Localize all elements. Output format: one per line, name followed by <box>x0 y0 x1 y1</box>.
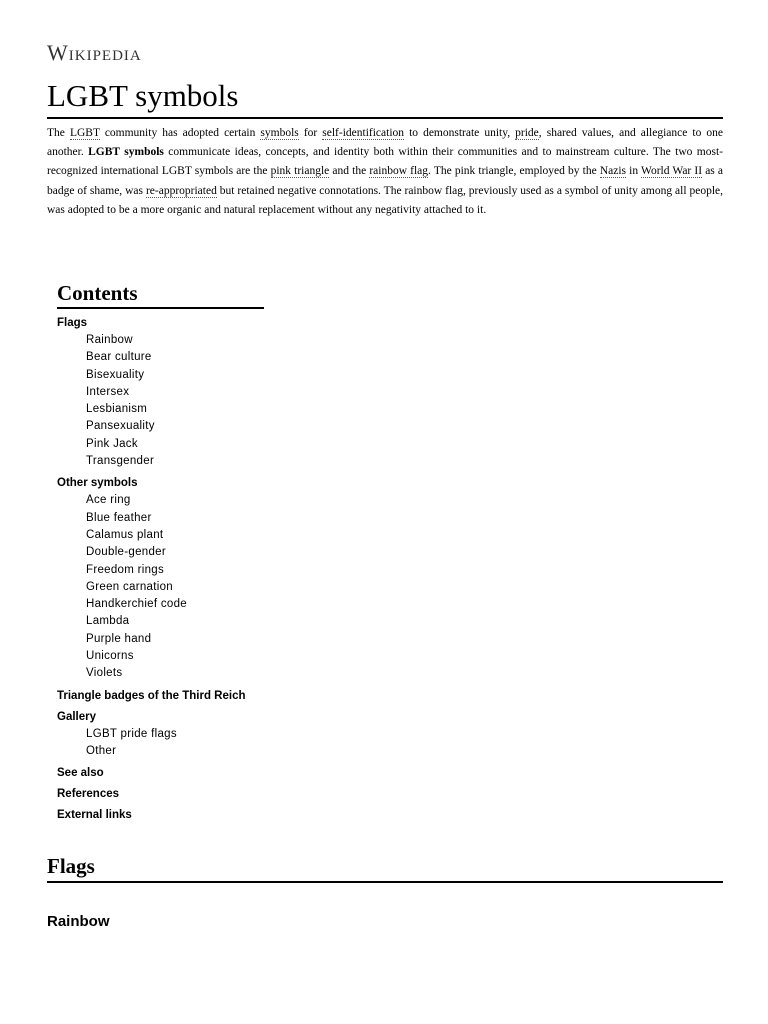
toc-list <box>57 315 377 824</box>
intro-text: in <box>626 165 642 178</box>
intro-link-world-war-ii[interactable]: World War II <box>641 165 703 178</box>
subsection-heading-rainbow: Rainbow <box>47 913 110 930</box>
intro-text: , shared values, and allegiance to one another. <box>47 127 723 159</box>
intro-text: communicate ideas, concepts, and identity both within their communities and to mainstream culture. The two most-recognized international LGBT symbols are the <box>47 146 724 178</box>
toc-section-triangle-badges-of-the-third-reich[interactable]: Triangle badges of the Third Reich <box>57 689 246 702</box>
intro-link-pride[interactable]: pride <box>515 127 539 139</box>
intro-link-nazis[interactable]: Nazis <box>599 165 627 178</box>
toc-subsection-bisexuality[interactable]: Bisexuality <box>86 368 145 381</box>
table-of-contents <box>57 280 377 824</box>
intro-link-rainbow-flag[interactable]: rainbow flag <box>369 165 429 178</box>
toc-section-references[interactable]: References <box>57 788 120 801</box>
toc-subsection-blue-feather[interactable]: Blue feather <box>86 511 152 524</box>
toc-subsection-unicorns[interactable]: Unicorns <box>86 650 134 663</box>
toc-subsection-other[interactable]: Other <box>86 744 117 757</box>
page-title: LGBT symbols <box>47 76 723 119</box>
toc-subsection-transgender[interactable]: Transgender <box>86 455 155 468</box>
intro-link-pink-triangle[interactable]: pink triangle <box>270 165 330 178</box>
toc-subsection-calamus-plant[interactable]: Calamus plant <box>86 528 164 541</box>
intro-text: and the <box>329 165 370 178</box>
toc-subsection-bear-culture[interactable]: Bear culture <box>86 351 152 364</box>
intro-link-symbols[interactable]: symbols <box>260 127 299 139</box>
section-heading-flags: Flags <box>47 852 723 883</box>
toc-subsection-purple-hand[interactable]: Purple hand <box>86 632 152 645</box>
toc-subsection-pansexuality[interactable]: Pansexuality <box>86 420 155 433</box>
intro-text: to demonstrate unity, <box>404 127 516 139</box>
toc-subsection-freedom-rings[interactable]: Freedom rings <box>86 563 165 576</box>
toc-subsection-double-gender[interactable]: Double-gender <box>86 546 166 559</box>
toc-section-flags[interactable]: Flags <box>57 317 88 329</box>
toc-subsection-lambda[interactable]: Lambda <box>86 615 130 628</box>
intro-text: . The pink triangle, employed by the <box>428 165 600 178</box>
intro-text: The <box>47 127 70 139</box>
intro-paragraph <box>47 124 723 220</box>
intro-text: but retained negative connotations. The rainbow flag, previously used as a symbol of unity among all people, was adopted to be a more organic and natural replacement without any negativity attached to it. <box>47 184 723 216</box>
intro-link-re-appropriated[interactable]: re-appropriated <box>145 184 217 197</box>
toc-section-see-also[interactable]: See also <box>57 767 104 780</box>
toc-section-other-symbols[interactable]: Other symbols <box>57 477 138 490</box>
wikipedia-logo[interactable]: Wikipedia <box>47 40 142 65</box>
intro-link-lgbt[interactable]: LGBT <box>69 127 100 139</box>
toc-subsection-pink-jack[interactable]: Pink Jack <box>86 437 138 450</box>
toc-subsection-lgbt-pride-flags[interactable]: LGBT pride flags <box>86 727 177 740</box>
toc-subsection-ace-ring[interactable]: Ace ring <box>86 494 131 507</box>
intro-text: as a badge of shame, was <box>47 165 724 197</box>
toc-section-gallery[interactable]: Gallery <box>57 710 96 723</box>
toc-subsection-violets[interactable]: Violets <box>86 667 123 680</box>
intro-text: for <box>298 127 323 139</box>
toc-subsection-handkerchief-code[interactable]: Handkerchief code <box>86 598 187 611</box>
intro-text: community has adopted certain <box>99 127 261 139</box>
toc-subsection-intersex[interactable]: Intersex <box>86 385 130 398</box>
toc-subsection-green-carnation[interactable]: Green carnation <box>86 580 173 593</box>
intro-bold-term: LGBT symbols <box>88 146 164 159</box>
toc-subsection-lesbianism[interactable]: Lesbianism <box>86 403 148 416</box>
intro-link-self-identification[interactable]: self-identification <box>322 127 405 139</box>
toc-subsection-rainbow[interactable]: Rainbow <box>86 334 133 346</box>
toc-title: Contents <box>57 280 264 309</box>
toc-section-external-links[interactable]: External links <box>57 809 132 822</box>
